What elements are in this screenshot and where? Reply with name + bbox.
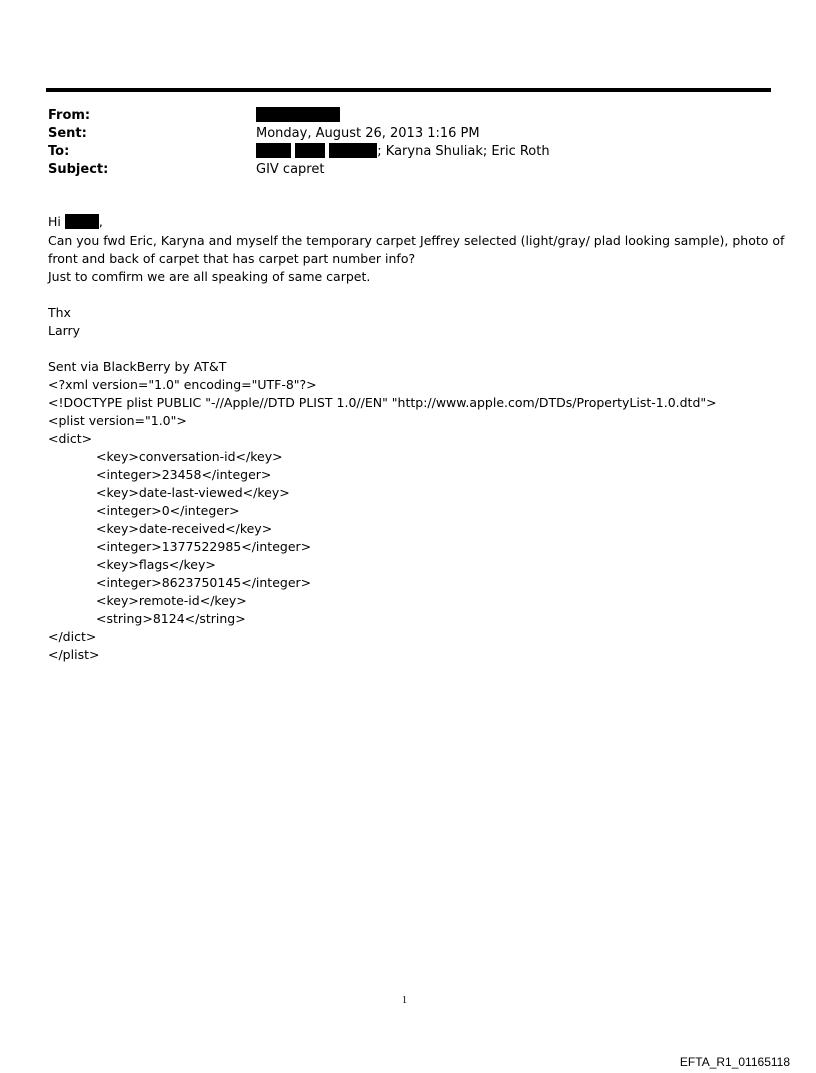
xml-closing-line: </dict> — [48, 629, 97, 644]
xml-indented-line: <key>date-received</key> — [96, 521, 273, 536]
xml-indented-line: <integer>23458</integer> — [96, 467, 272, 482]
xml-indented-line: <string>8124</string> — [96, 611, 246, 626]
greeting-text: Hi — [48, 214, 61, 229]
redaction-box — [295, 143, 325, 158]
subject-label: Subject: — [48, 162, 109, 177]
from-value — [256, 107, 340, 125]
xml-indented-line: <key>remote-id</key> — [96, 593, 247, 608]
body-line: front and back of carpet that has carpet part number info? — [48, 251, 416, 266]
xml-closing-line: </plist> — [48, 647, 100, 662]
redaction-box — [256, 107, 340, 122]
xml-line: <?xml version="1.0" encoding="UTF-8"?> — [48, 377, 317, 392]
xml-indented-line: <key>date-last-viewed</key> — [96, 485, 290, 500]
xml-indented-line: <key>conversation-id</key> — [96, 449, 283, 464]
thanks-line: Thx — [48, 305, 71, 320]
to-label: To: — [48, 144, 70, 159]
body-line: Just to comfirm we are all speaking of same carpet. — [48, 269, 371, 284]
header-divider — [46, 88, 771, 92]
subject-value: GIV capret — [256, 162, 325, 177]
page-number: 1 — [402, 995, 407, 1006]
sent-value: Monday, August 26, 2013 1:16 PM — [256, 126, 480, 141]
xml-indented-line: <integer>8623750145</integer> — [96, 575, 312, 590]
redaction-box — [256, 143, 291, 158]
signature-line: Larry — [48, 323, 81, 338]
redaction-box — [329, 143, 377, 158]
sent-label: Sent: — [48, 126, 87, 141]
xml-indented-line: <integer>0</integer> — [96, 503, 240, 518]
to-recipients-text: ; Karyna Shuliak; Eric Roth — [377, 144, 550, 159]
xml-indented-line: <key>flags</key> — [96, 557, 216, 572]
bates-number: EFTA_R1_01165118 — [679, 1055, 790, 1069]
xml-line: <!DOCTYPE plist PUBLIC "-//Apple//DTD PLIST 1.0//EN" "http://www.apple.com/DTDs/PropertyList-1.0.dtd"> — [48, 395, 717, 410]
body-line: Can you fwd Eric, Karyna and myself the temporary carpet Jeffrey selected (light/gray/ plad looking sample), photo of — [48, 233, 785, 248]
to-value — [256, 143, 550, 161]
sent-via-line: Sent via BlackBerry by AT&T — [48, 359, 227, 374]
from-label: From: — [48, 108, 91, 123]
greeting-line — [48, 213, 103, 231]
xml-indented-line: <integer>1377522985</integer> — [96, 539, 312, 554]
greeting-comma: , — [98, 214, 103, 229]
xml-line: <plist version="1.0"> — [48, 413, 187, 428]
xml-line: <dict> — [48, 431, 93, 446]
redaction-box — [65, 214, 99, 229]
